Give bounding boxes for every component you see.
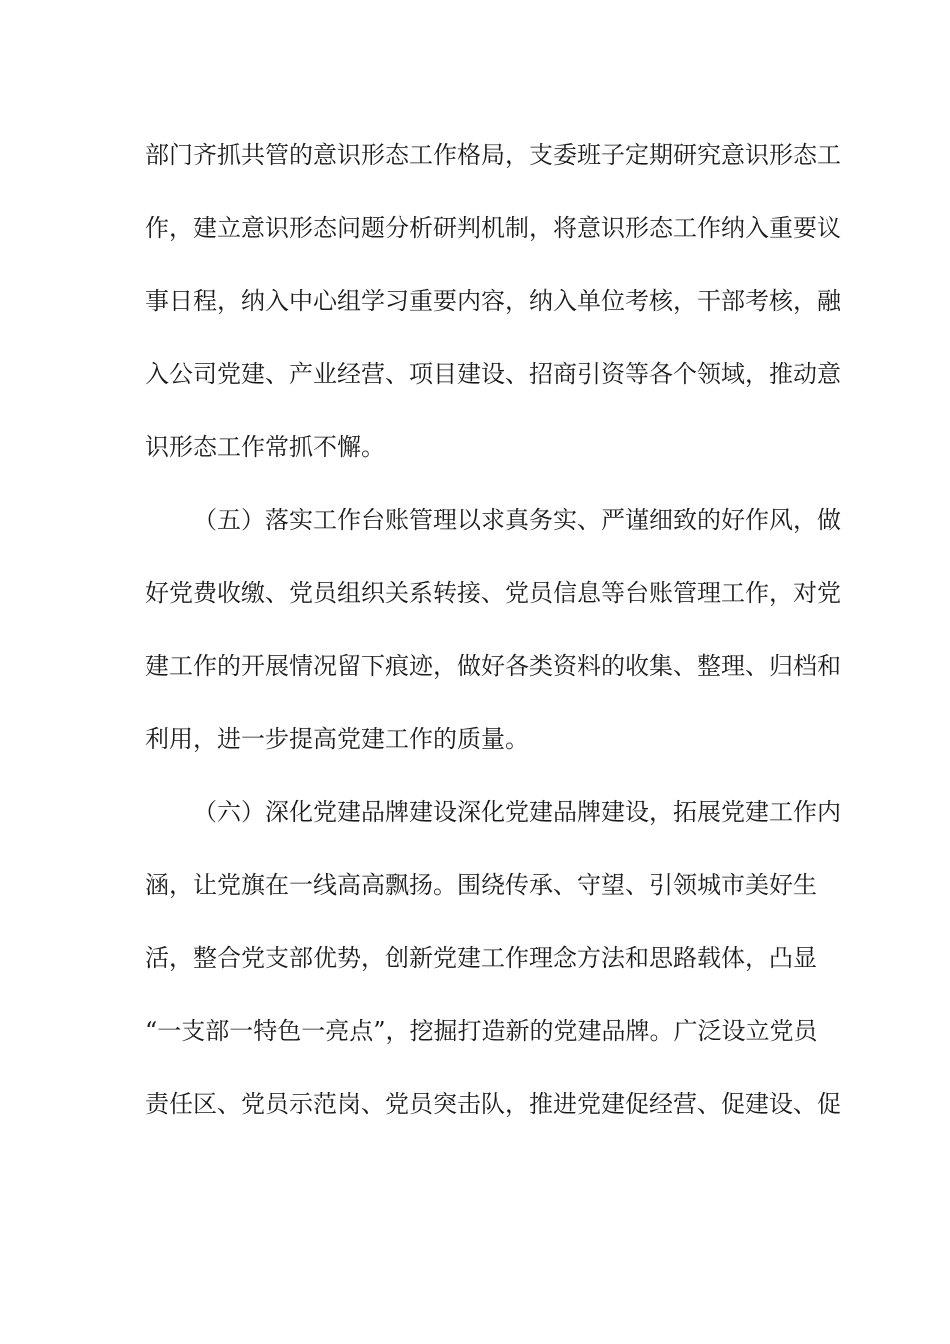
paragraph-line: 好党费收缴、党员组织关系转接、党员信息等台账管理工作，对党: [145, 579, 841, 607]
section-five-heading-line: （五）落实工作台账管理以求真务实、严谨细致的好作风，做: [193, 506, 841, 534]
paragraph-line: 识形态工作常抓不懈。: [145, 433, 385, 461]
paragraph-line: “一支部一特色一亮点”，挖掘打造新的党建品牌。广泛设立党员: [145, 1017, 818, 1045]
paragraph-line: 建工作的开展情况留下痕迹，做好各类资料的收集、整理、归档和: [145, 652, 841, 680]
paragraph-line: 部门齐抓共管的意识形态工作格局，支委班子定期研究意识形态工: [145, 141, 841, 169]
paragraph-line: 责任区、党员示范岗、党员突击队，推进党建促经营、促建设、促: [145, 1090, 841, 1118]
paragraph-line: 涵，让党旗在一线高高飘扬。围绕传承、守望、引领城市美好生: [145, 871, 817, 899]
paragraph-line: 活，整合党支部优势，创新党建工作理念方法和思路载体，凸显: [145, 944, 817, 972]
paragraph-line: 事日程，纳入中心组学习重要内容，纳入单位考核，干部考核，融: [145, 287, 841, 315]
paragraph-line: 利用，进一步提高党建工作的质量。: [145, 725, 529, 753]
paragraph-line: 作，建立意识形态问题分析研判机制，将意识形态工作纳入重要议: [145, 214, 841, 242]
paragraph-line: 入公司党建、产业经营、项目建设、招商引资等各个领域，推动意: [145, 360, 841, 388]
section-six-heading-line: （六）深化党建品牌建设深化党建品牌建设，拓展党建工作内: [193, 798, 841, 826]
